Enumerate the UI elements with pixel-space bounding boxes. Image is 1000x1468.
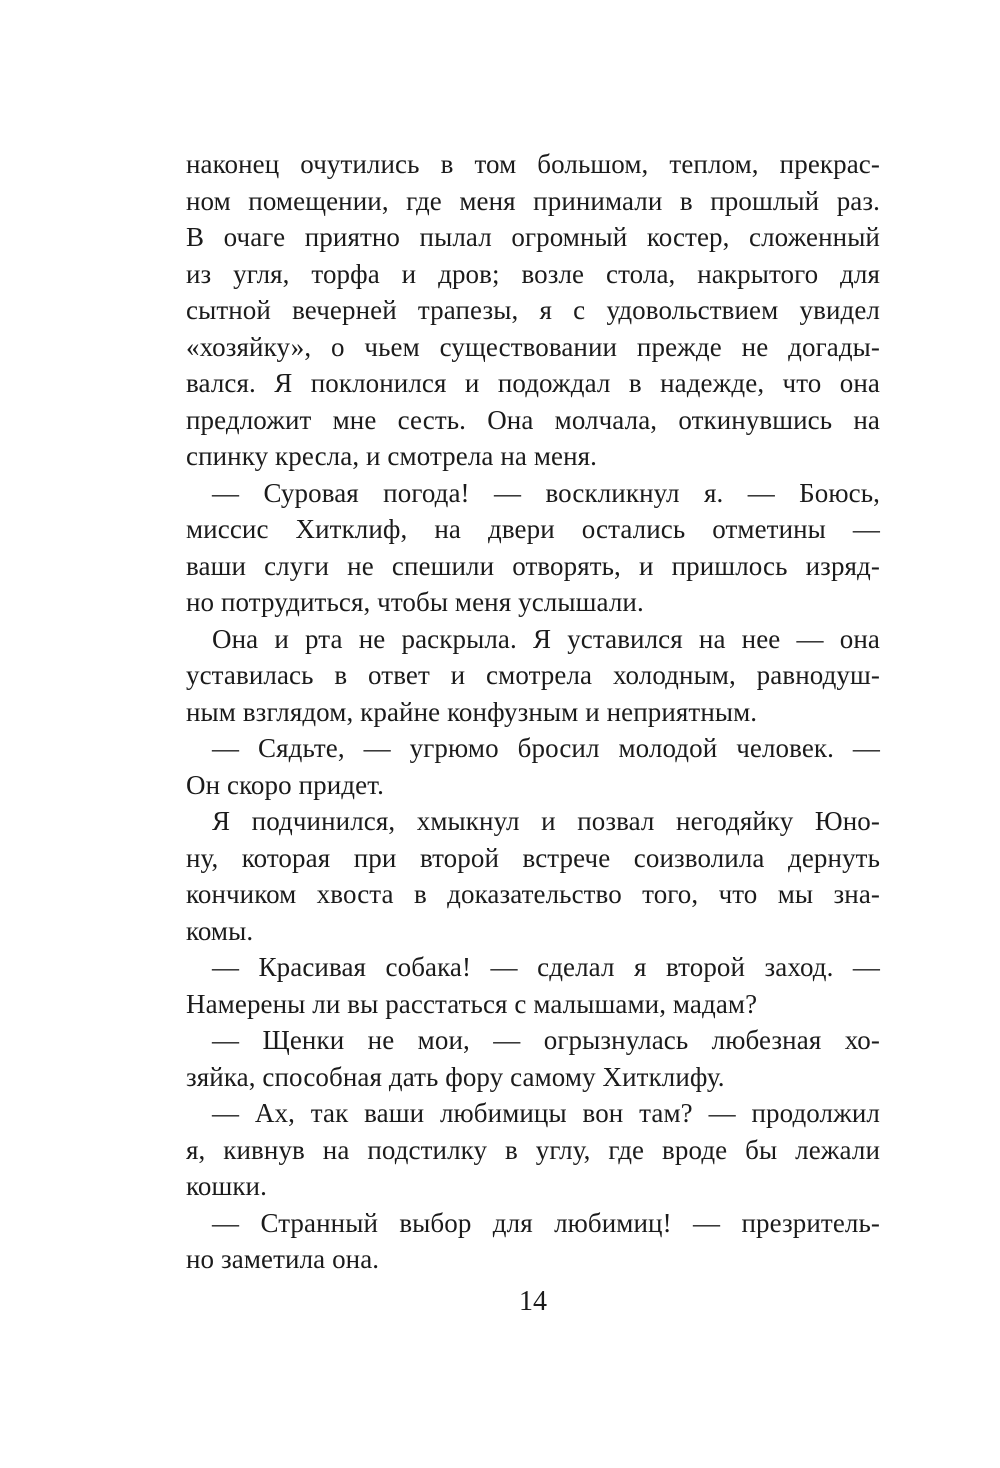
text-line: — Ах, так ваши любимицы вон там? — продолжил bbox=[212, 1098, 880, 1128]
paragraph bbox=[186, 621, 880, 731]
text-line: кошки. bbox=[186, 1171, 267, 1201]
text-line: из угля, торфа и дров; возле стола, накрытого для bbox=[186, 258, 880, 289]
text-line: Намерены ли вы расстаться с малышами, мадам? bbox=[186, 988, 758, 1019]
text-line: зяйка, способная дать фору самому Хитклифу. bbox=[186, 1061, 725, 1092]
text-line: но заметила она. bbox=[186, 1244, 380, 1274]
paragraph bbox=[186, 146, 880, 475]
text-line: кончиком хвоста в доказательство того, что мы зна- bbox=[186, 879, 880, 909]
text-line: но потрудиться, чтобы меня услышали. bbox=[186, 587, 644, 617]
paragraph bbox=[186, 1022, 880, 1095]
text-line: ным взглядом, крайне конфузным и неприятным. bbox=[186, 696, 758, 727]
text-line: — Щенки не мои, — огрызнулась любезная хо- bbox=[212, 1025, 880, 1055]
text-line: предложит мне сесть. Она молчала, откинувшись на bbox=[186, 404, 880, 435]
paragraph bbox=[186, 803, 880, 949]
text-line: — Суровая погода! — воскликнул я. — Боюсь, bbox=[212, 477, 880, 508]
text-line: «хозяйку», о чьем существовании прежде не догады- bbox=[186, 331, 880, 362]
text-line: Я подчинился, хмыкнул и позвал негодяйку Юно- bbox=[212, 806, 880, 836]
text-line: ваши слуги не спешили отворять, и пришлось изряд- bbox=[186, 550, 880, 581]
text-line: комы. bbox=[186, 915, 254, 946]
text-line: наконец очутились в том большом, теплом, прекрас- bbox=[186, 149, 880, 179]
text-line: вался. Я поклонился и подождал в надежде, что она bbox=[186, 368, 880, 398]
page-number: 14 bbox=[519, 1286, 547, 1317]
paragraph bbox=[186, 949, 880, 1022]
text-line: Он скоро придет. bbox=[186, 769, 384, 800]
text-line: В очаге приятно пылал огромный костер, сложенный bbox=[186, 222, 880, 252]
text-line: — Сядьте, — угрюмо бросил молодой человек. — bbox=[212, 733, 880, 763]
text-line: — Красивая собака! — сделал я второй заход. — bbox=[212, 952, 880, 982]
paragraph bbox=[186, 475, 880, 621]
text-line: Она и рта не раскрыла. Я уставился на нее — она bbox=[212, 623, 880, 654]
paragraph bbox=[186, 730, 880, 803]
text-line: сытной вечерней трапезы, я с удовольствием увидел bbox=[186, 295, 880, 325]
text-line: уставилась в ответ и смотрела холодным, равнодуш- bbox=[186, 660, 880, 690]
text-block bbox=[186, 146, 880, 1278]
paragraph bbox=[186, 1095, 880, 1205]
text-line: я, кивнув на подстилку в углу, где вроде бы лежали bbox=[186, 1134, 880, 1165]
text-line: ном помещении, где меня принимали в прошлый раз. bbox=[186, 185, 880, 216]
text-line: спинку кресла, и смотрела на меня. bbox=[186, 441, 598, 471]
text-line: ну, которая при второй встрече соизволила дернуть bbox=[186, 842, 880, 873]
paragraph bbox=[186, 1205, 880, 1278]
text-line: — Странный выбор для любимиц! — презритель- bbox=[212, 1207, 880, 1238]
text-line: миссис Хитклиф, на двери остались отметины — bbox=[186, 514, 880, 544]
